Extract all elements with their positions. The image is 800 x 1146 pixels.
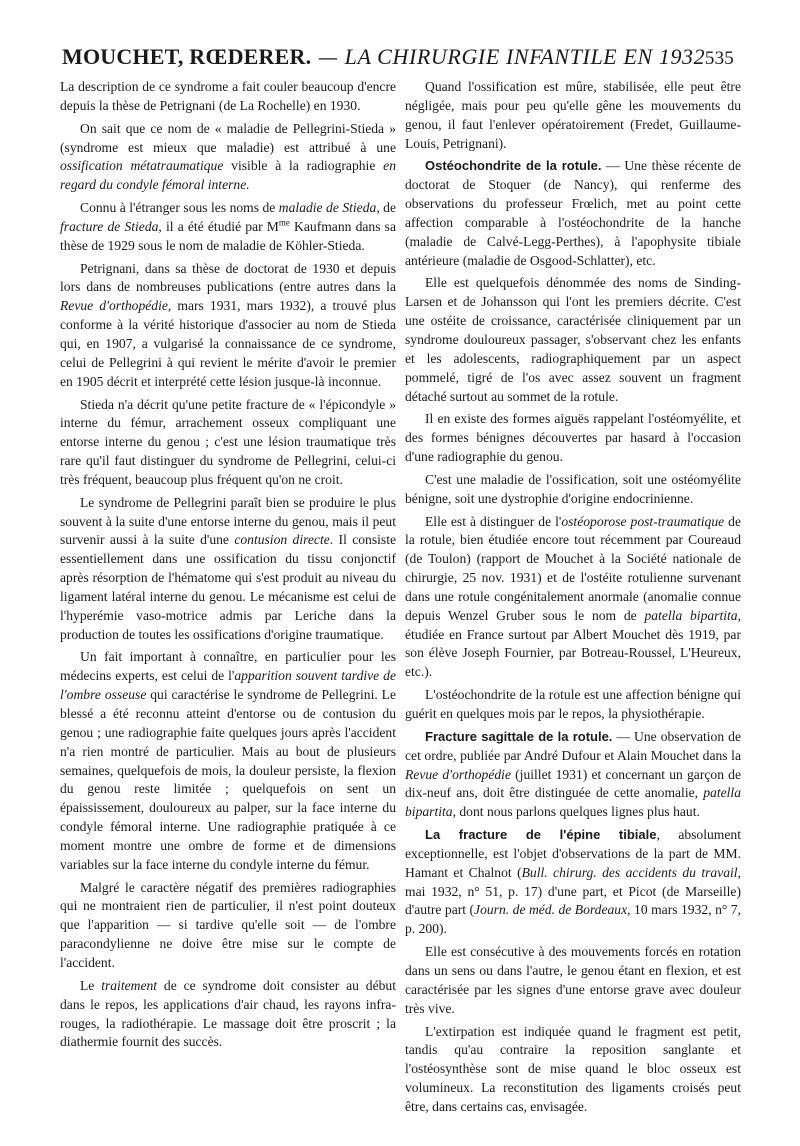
subheading: Ostéochondrite de la rotule.: [425, 158, 602, 174]
subheading: La fracture de l'épine tibiale: [425, 827, 657, 843]
section-paragraph-osteochondrite: Ostéochondrite de la rotule. — Une thèse récente de doctorat de Stoquer (de Nancy), qui renferme des observations du professeur Frœlich, met au point cette affection comparable à l'ostéochondrite de la hanche (maladie de Calvé-Legg-Perthes), à l'apophysite tibiale antérieure (maladie de Osgood-Schlatter), etc.: [405, 158, 741, 268]
paragraph: Le syndrome de Pellegrini paraît bien se produire le plus souvent à la suite d'une entorse interne du genou, mais il peut survenir aussi à la suite d'une contusion directe. Il consiste essentiellement dans une ossification du tissu conjonctif après résorption de l'hématome qui s'est produit au niveau du ligament latéral interne du genou. Le mécanisme est celui de l'hyperémie vaso-motrice admis par Leriche dans la production de toutes les ossifications d'origine traumatique.: [60, 494, 397, 642]
paragraph: Malgré le caractère négatif des premières radiographies qui ne montraient rien de particulier, il n'est point douteux que l'apparition — si tardive qu'elle soit — de l'ombre paracondylienne ne doive être mise sur le compte de l'accident.: [60, 879, 396, 970]
paragraph: Petrignani, dans sa thèse de doctorat de 1930 et depuis lors dans de nombreuses publications (entre autres dans la Revue d'orthopédie, mars 1931, mars 1932), a trouvé plus conforme à la vérité historique d'associer au nom de Stieda qui, en 1907, a vulgarisé la connaissance de ce syndrome, celui de Pellegrini à qui revient le mérite d'avoir le premier en 1905 décrit et interprété cette lésion jusque-là inconnue.: [60, 260, 396, 389]
running-header: [62, 44, 738, 80]
page-number: 535: [704, 48, 734, 69]
paragraph: Elle est à distinguer de l'ostéoporose post-traumatique de la rotule, bien étudiée encore tout récemment par Coureaud (de Toulon) (rapport de Mouchet à la Société nationale de chirurgie, 25 nov. 1931) et de l'ostéite rotulienne survenant dans une rotule congénitalement anormale (anomalie connue depuis Wenzel Gruber sous le nom de patella bipartita, étudiée en France surtout par Albert Mouchet dès 1919, par son élève Joseph Fournier, par Botreau-Roussel, L'Heureux, etc.).: [405, 513, 741, 680]
paragraph: Quand l'ossification est mûre, stabilisée, elle peut être négligée, mais pour peu qu'elle gêne les mouvements du genou, il faut l'enlever opératoirement (Fredet, Guillaume-Louis, Petrignani).: [405, 79, 741, 151]
header-authors: MOUCHET, RŒDERER.: [62, 44, 312, 69]
subheading: Fracture sagittale de la rotule.: [425, 728, 613, 744]
paragraph: Un fait important à connaître, en particulier pour les médecins experts, est celui de l'apparition souvent tardive de l'ombre osseuse qui caractérise le syndrome de Pellegrini. Le blessé a été reconnu atteint d'entorse ou de contusion du genou ; une radiographie faite quelques jours après l'accident n'a rien montré de particulier. Mais au bout de plusieurs semaines, quelquefois de mois, la douleur persiste, la flexion du genou reste limitée ; quelquefois on sent un épaississement, douloureux au palper, sur la face interne du condyle fémoral interne. Une radiographie pratiquée à ce moment montre une ombre de forme et de dimensions variables sur la face interne du condyle interne du fémur.: [60, 649, 397, 872]
section-paragraph-epine-tibiale: La fracture de l'épine tibiale, absolument exceptionnelle, est l'objet d'observations de la part de MM. Hamant et Chalnot (Bull. chirurg. des accidents du travail, mai 1932, n° 51, p. 17) d'une part, et Picot (de Marseille) d'autre part (Journ. de méd. de Bordeaux, 10 mars 1932, n° 7, p. 200).: [405, 827, 741, 937]
header-title: LA CHIRURGIE INFANTILE EN 1932: [344, 44, 706, 69]
paragraph: Elle est quelquefois dénommée des noms de Sinding-Larsen et de Johansson qui l'ont les premiers décrite. C'est une ostéite de croissance, caractérisée cliniquement par un syndrome douloureux passager, s'observant chez les enfants et les adolescents, radiographiquement par un aspect pommelé, tigré de l'os avec assez souvent un fragment détaché surtout au sommet de la rotule.: [405, 275, 741, 404]
paragraph: L'extirpation est indiquée quand le fragment est petit, tandis qu'au contraire la reposition sanglante et l'ostéosynthèse sont de mise quand le bloc osseux est volumineux. La reconstitution des ligaments croisés peut être, dans certains cas, envisagée.: [405, 1023, 741, 1114]
paragraph: Elle est consécutive à des mouvements forcés en rotation dans un sens ou dans l'autre, le genou étant en flexion, et est caractérisée par les signes d'une entorse grave avec douleur très vive.: [405, 944, 741, 1016]
left-column: [60, 78, 396, 1056]
paragraph: C'est une maladie de l'ossification, soit une ostéomyélite bénigne, soit une dystrophie d'origine endocrinienne.: [405, 471, 741, 506]
paragraph: Connu à l'étranger sous les noms de maladie de Stieda, de fracture de Stieda, il a été étudié par $M^{me}$ Kaufmann dans sa thèse de 1929 sous le nom de maladie de Köhler-Stieda.: [60, 200, 396, 253]
paragraph: Le traitement de ce syndrome doit consister au début dans le repos, les applications d'air chaud, les rayons infra-rouges, la radiothérapie. Le massage doit être proscrit ; la diathermie fournit des succès.: [60, 977, 396, 1050]
section-paragraph-fracture-sagittale: Fracture sagittale de la rotule. — Une observation de cet ordre, publiée par André Dufour et Alain Mouchet dans la Revue d'orthopédie (juillet 1931) et concernant un garçon de dix-neuf ans, doit être distinguée de cette anomalie, patella bipartita, dont nous parlons quelques lignes plus haut.: [405, 728, 742, 820]
paragraph: La description de ce syndrome a fait couler beaucoup d'encre depuis la thèse de Petrignani (de La Rochelle) en 1930.: [60, 79, 396, 113]
header-dash: —: [311, 45, 345, 69]
paragraph: Il en existe des formes aiguës rappelant l'ostéomyélite, et des formes bénignes découvertes par hasard à l'occasion d'une radiographie du genou.: [405, 411, 741, 465]
paragraph: On sait que ce nom de « maladie de Pellegrini-Stieda » (syndrome est mieux que maladie) est attribué à une ossification métatraumatique visible à la radiographie en regard du condyle fémoral interne.: [60, 120, 397, 193]
right-column: [405, 78, 741, 1121]
paragraph: L'ostéochondrite de la rotule est une affection bénigne qui guérit en quelques mois par le repos, la physiothérapie.: [405, 687, 741, 721]
paragraph: Stieda n'a décrit qu'une petite fracture de « l'épicondyle » interne du fémur, arrachement osseux compliquant une entorse interne du genou ; c'est une lésion traumatique très rare qu'il faut distinguer du syndrome de Pellegrini, celui-ci très fréquent, beaucoup plus fréquent qu'on ne croit.: [60, 396, 396, 487]
